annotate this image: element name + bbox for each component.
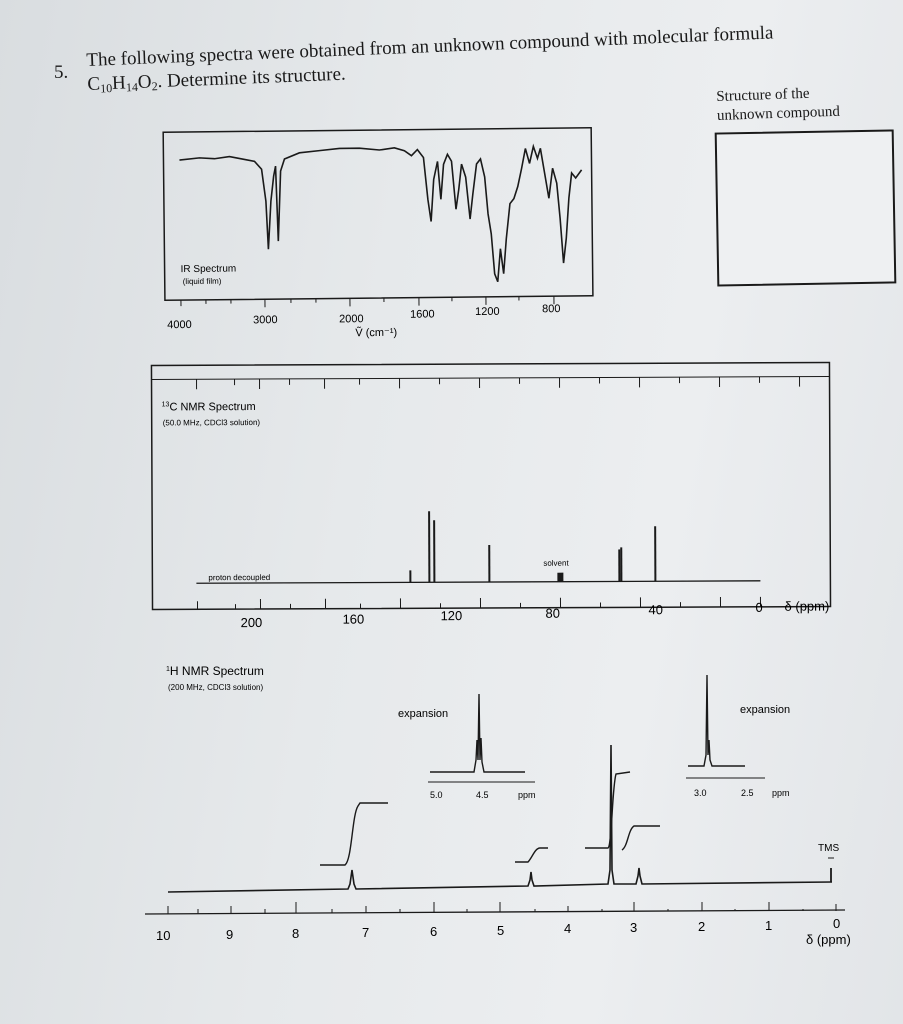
h1-expansion-right-label: expansion [740, 704, 791, 716]
h1-exp-right-tick-2.5: 2.5 [741, 788, 754, 798]
ir-tick-3000: 3000 [253, 314, 278, 327]
c13-spectrum [151, 363, 830, 631]
ir-trace [179, 146, 582, 285]
c13-solvent-label: solvent [543, 558, 569, 568]
question-line-2: $C_{10}H_{14}O_2$. Determine its structure. [86, 63, 347, 96]
h1-tick-3: 3 [630, 920, 638, 935]
ir-title: IR Spectrum [180, 263, 237, 276]
h1-expansion-right-trace [688, 675, 745, 766]
ir-tick-1600: 1600 [410, 308, 435, 321]
h1-expansion-left-label: expansion [398, 708, 449, 720]
c13-peaks [410, 510, 655, 582]
h1-tick-8: 8 [292, 926, 300, 941]
h1-axis-label: δ (ppm) [806, 932, 851, 947]
h1-tick-4: 4 [564, 921, 572, 936]
h1-tick-5: 5 [497, 923, 505, 938]
h1-tick-6: 6 [430, 924, 438, 939]
question-number: 5. [54, 62, 69, 83]
h1-integral-ch2 [622, 826, 660, 850]
h1-tick-0: 0 [833, 916, 841, 931]
c13-tick-80: 80 [545, 605, 561, 621]
h1-tms-label: TMS [818, 843, 840, 854]
c13-proton-decoupled: proton decoupled [208, 572, 271, 583]
h1-exp-right-tick-3.0: 3.0 [694, 788, 707, 798]
c13-tick-40: 40 [648, 602, 664, 618]
c13-peak-77-solvent [557, 573, 563, 582]
h1-exp-left-tick-5.0: 5.0 [430, 790, 443, 800]
ir-tick-1200: 1200 [475, 305, 500, 319]
h1-expansion-left-trace [430, 694, 525, 772]
c13-baseline [196, 581, 760, 583]
c13-tick-160: 160 [342, 611, 365, 627]
h1-integral-aromatic [320, 803, 388, 865]
c13-subtitle: (50.0 MHz, CDCl3 solution) [162, 418, 261, 428]
c13-tick-120: 120 [440, 608, 463, 624]
h1-tick-10: 10 [156, 928, 171, 943]
c13-title: $^{13}$C NMR Spectrum [161, 401, 256, 414]
ir-tick-4000: 4000 [167, 318, 192, 332]
ir-subtitle: (liquid film) [182, 276, 222, 287]
question-line-1: The following spectra were obtained from an unknown compound with molecular formula [86, 22, 774, 71]
h1-integral-och [585, 772, 630, 848]
c13-tick-200: 200 [240, 614, 263, 631]
ir-axis-label: Ṽ (cm⁻¹) [355, 326, 398, 340]
h1-tick-7: 7 [362, 925, 370, 940]
c13-axis-label: δ (ppm) [784, 598, 830, 614]
h1-exp-right-ppm: ppm [772, 788, 790, 798]
h1-tick-1: 1 [765, 918, 773, 933]
ir-spectrum [163, 128, 593, 341]
h1-title: $^1$H NMR Spectrum [166, 664, 264, 678]
structure-label: Structure of the unknown compound [716, 85, 841, 124]
h1-spectrum [145, 664, 851, 947]
ir-tick-2000: 2000 [339, 313, 364, 326]
h1-exp-left-tick-4.5: 4.5 [476, 790, 489, 800]
h1-trace [168, 745, 832, 892]
h1-integral-oh [515, 848, 548, 862]
h1-axis [145, 910, 845, 914]
h1-exp-left-ppm: ppm [518, 790, 536, 800]
c13-tick-0: 0 [755, 599, 763, 615]
h1-integration [320, 772, 660, 865]
c13-top-ticks [152, 377, 830, 390]
ir-tick-800: 800 [541, 303, 561, 316]
h1-subtitle: (200 MHz, CDCl3 solution) [168, 683, 264, 692]
h1-tick-9: 9 [226, 927, 234, 942]
h1-tick-2: 2 [698, 919, 706, 934]
